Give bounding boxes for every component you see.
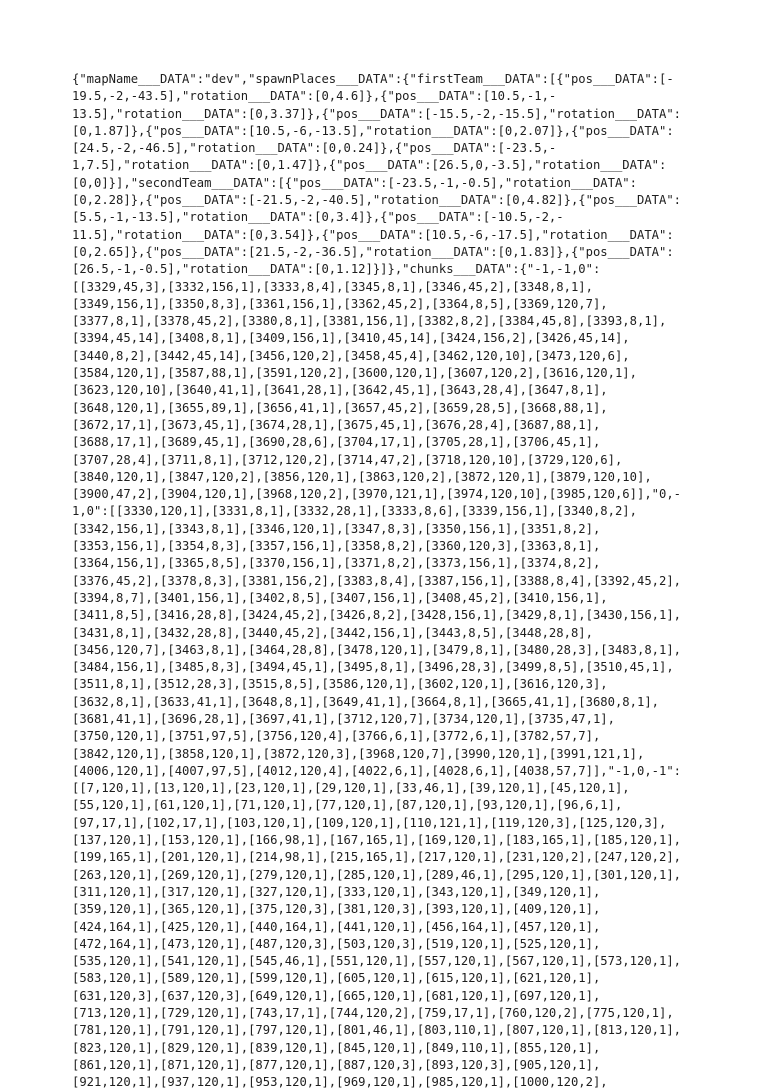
text-line: [3353,156,1],[3354,8,3],[3357,156,1],[3358,8,2],[3360,120,3],[3363,8,1], [72,539,601,554]
text-line: [199,165,1],[201,120,1],[214,98,1],[215,165,1],[217,120,1],[231,120,2],[247,120,2], [72,850,682,865]
text-line: 11.5],"rotation___DATA":[0,3.54]},{"pos___DATA":[10.5,-6,-17.5],"rotation___DATA": [72,227,674,242]
text-line: [3511,8,1],[3512,28,3],[3515,8,5],[3586,120,1],[3602,120,1],[3616,120,3], [72,677,608,692]
text-line: {"mapName___DATA":"dev","spawnPlaces___DATA":{"firstTeam___DATA":[{"pos___DATA":[- [72,72,674,86]
text-line: [3840,120,1],[3847,120,2],[3856,120,1],[3863,120,2],[3872,120,1],[3879,120,10], [72,469,652,484]
text-line: [4006,120,1],[4007,97,5],[4012,120,4],[4022,6,1],[4028,6,1],[4038,57,7]],"-1,0,-1": [72,763,682,778]
text-line: [3431,8,1],[3432,28,8],[3440,45,2],[3442,156,1],[3443,8,5],[3448,28,8], [72,625,593,640]
text-line: [861,120,1],[871,120,1],[877,120,1],[887,120,3],[893,120,3],[905,120,1], [72,1057,601,1072]
text-line: [823,120,1],[829,120,1],[839,120,1],[845,120,1],[849,110,1],[855,120,1], [72,1040,601,1055]
text-line: [3900,47,2],[3904,120,1],[3968,120,2],[3970,121,1],[3974,120,10],[3985,120,6]],"0,- [72,487,682,502]
text-line: 19.5,-2,-43.5],"rotation___DATA":[0,4.6]},{"pos___DATA":[10.5,-1,- [72,89,557,104]
text-line: [55,120,1],[61,120,1],[71,120,1],[77,120,1],[87,120,1],[93,120,1],[96,6,1], [72,798,623,813]
text-line: [[7,120,1],[13,120,1],[23,120,1],[29,120,1],[33,46,1],[39,120,1],[45,120,1], [72,781,630,796]
text-line: [97,17,1],[102,17,1],[103,120,1],[109,120,1],[110,121,1],[119,120,3],[125,120,3], [72,815,667,830]
text-line: 13.5],"rotation___DATA":[0,3.37]},{"pos___DATA":[-15.5,-2,-15.5],"rotation___DATA": [72,106,682,121]
text-line: [3584,120,1],[3587,88,1],[3591,120,2],[3600,120,1],[3607,120,2],[3616,120,1], [72,366,637,381]
text-line: 1,7.5],"rotation___DATA":[0,1.47]},{"pos___DATA":[26.5,0,-3.5],"rotation___DATA": [72,158,667,173]
text-line: [0,2.28]},{"pos___DATA":[-21.5,-2,-40.5],"rotation___DATA":[0,4.82]},{"pos___DATA": [72,193,682,208]
text-line: [3411,8,5],[3416,28,8],[3424,45,2],[3426,8,2],[3428,156,1],[3429,8,1],[3430,156,1], [72,608,682,623]
text-line: [424,164,1],[425,120,1],[440,164,1],[441,120,1],[456,164,1],[457,120,1], [72,919,601,934]
text-line: [0,2.65]},{"pos___DATA":[21.5,-2,-36.5],"rotation___DATA":[0,1.83]},{"pos___DATA": [72,244,674,259]
text-line: [3672,17,1],[3673,45,1],[3674,28,1],[3675,45,1],[3676,28,4],[3687,88,1], [72,417,601,432]
text-line: [263,120,1],[269,120,1],[279,120,1],[285,120,1],[289,46,1],[295,120,1],[301,120,1], [72,867,682,882]
text-line: [3632,8,1],[3633,41,1],[3648,8,1],[3649,41,1],[3664,8,1],[3665,41,1],[3680,8,1], [72,694,659,709]
text-line: [3681,41,1],[3696,28,1],[3697,41,1],[3712,120,7],[3734,120,1],[3735,47,1], [72,711,615,726]
text-line: [137,120,1],[153,120,1],[166,98,1],[167,165,1],[169,120,1],[183,165,1],[185,120,1], [72,833,682,848]
text-line: [359,120,1],[365,120,1],[375,120,3],[381,120,3],[393,120,1],[409,120,1], [72,902,601,917]
text-line: [3440,8,2],[3442,45,14],[3456,120,2],[3458,45,4],[3462,120,10],[3473,120,6], [72,348,630,363]
text-line: [3376,45,2],[3378,8,3],[3381,156,2],[3383,8,4],[3387,156,1],[3388,8,4],[3392,45,2], [72,573,682,588]
text-line: [535,120,1],[541,120,1],[545,46,1],[551,120,1],[557,120,1],[567,120,1],[573,120,1], [72,954,682,969]
json-text-block [72,71,702,1092]
text-line: [713,120,1],[729,120,1],[743,17,1],[744,120,2],[759,17,1],[760,120,2],[775,120,1], [72,1006,674,1021]
text-line: [583,120,1],[589,120,1],[599,120,1],[605,120,1],[615,120,1],[621,120,1], [72,971,601,986]
text-line: [3394,8,7],[3401,156,1],[3402,8,5],[3407,156,1],[3408,45,2],[3410,156,1], [72,590,608,605]
text-line: 1,0":[[3330,120,1],[3331,8,1],[3332,28,1],[3333,8,6],[3339,156,1],[3340,8,2], [72,504,637,519]
text-line: [3349,156,1],[3350,8,3],[3361,156,1],[3362,45,2],[3364,8,5],[3369,120,7], [72,296,608,311]
text-line: [3688,17,1],[3689,45,1],[3690,28,6],[3704,17,1],[3705,28,1],[3706,45,1], [72,435,601,450]
text-line: [311,120,1],[317,120,1],[327,120,1],[333,120,1],[343,120,1],[349,120,1], [72,884,601,899]
text-line: [3377,8,1],[3378,45,2],[3380,8,1],[3381,156,1],[3382,8,2],[3384,45,8],[3393,8,1], [72,314,667,329]
text-line: [631,120,3],[637,120,3],[649,120,1],[665,120,1],[681,120,1],[697,120,1], [72,988,601,1003]
text-line: [3342,156,1],[3343,8,1],[3346,120,1],[3347,8,3],[3350,156,1],[3351,8,2], [72,521,601,536]
text-line: [5.5,-1,-13.5],"rotation___DATA":[0,3.4]},{"pos___DATA":[-10.5,-2,- [72,210,564,225]
text-line: [3484,156,1],[3485,8,3],[3494,45,1],[3495,8,1],[3496,28,3],[3499,8,5],[3510,45,1], [72,660,674,675]
text-line: [3648,120,1],[3655,89,1],[3656,41,1],[3657,45,2],[3659,28,5],[3668,88,1], [72,400,608,415]
text-line: [3394,45,14],[3408,8,1],[3409,156,1],[3410,45,14],[3424,156,2],[3426,45,14], [72,331,630,346]
text-line: [0,0]}],"secondTeam___DATA":[{"pos___DATA":[-23.5,-1,-0.5],"rotation___DATA": [72,175,637,190]
text-line: [0,1.87]},{"pos___DATA":[10.5,-6,-13.5],"rotation___DATA":[0,2.07]},{"pos___DATA": [72,123,674,138]
text-line: [3707,28,4],[3711,8,1],[3712,120,2],[3714,47,2],[3718,120,10],[3729,120,6], [72,452,623,467]
text-line: [921,120,1],[937,120,1],[953,120,1],[969,120,1],[985,120,1],[1000,120,2], [72,1075,608,1090]
text-line: [472,164,1],[473,120,1],[487,120,3],[503,120,3],[519,120,1],[525,120,1], [72,936,601,951]
text-line: [3364,156,1],[3365,8,5],[3370,156,1],[3371,8,2],[3373,156,1],[3374,8,2], [72,556,601,571]
text-line: [3842,120,1],[3858,120,1],[3872,120,3],[3968,120,7],[3990,120,1],[3991,121,1], [72,746,645,761]
text-line: [26.5,-1,-0.5],"rotation___DATA":[0,1.12]}]},"chunks___DATA":{"-1,-1,0": [72,262,601,277]
text-line: [24.5,-2,-46.5],"rotation___DATA":[0,0.24]},{"pos___DATA":[-23.5,- [72,141,557,156]
text-line: [3750,120,1],[3751,97,5],[3756,120,4],[3766,6,1],[3772,6,1],[3782,57,7], [72,729,601,744]
text-line: [781,120,1],[791,120,1],[797,120,1],[801,46,1],[803,110,1],[807,120,1],[813,120,1], [72,1023,682,1038]
text-line: [3456,120,7],[3463,8,1],[3464,28,8],[3478,120,1],[3479,8,1],[3480,28,3],[3483,8,1], [72,642,682,657]
text-line: [[3329,45,3],[3332,156,1],[3333,8,4],[3345,8,1],[3346,45,2],[3348,8,1], [72,279,593,294]
text-line: [3623,120,10],[3640,41,1],[3641,28,1],[3642,45,1],[3643,28,4],[3647,8,1], [72,383,608,398]
